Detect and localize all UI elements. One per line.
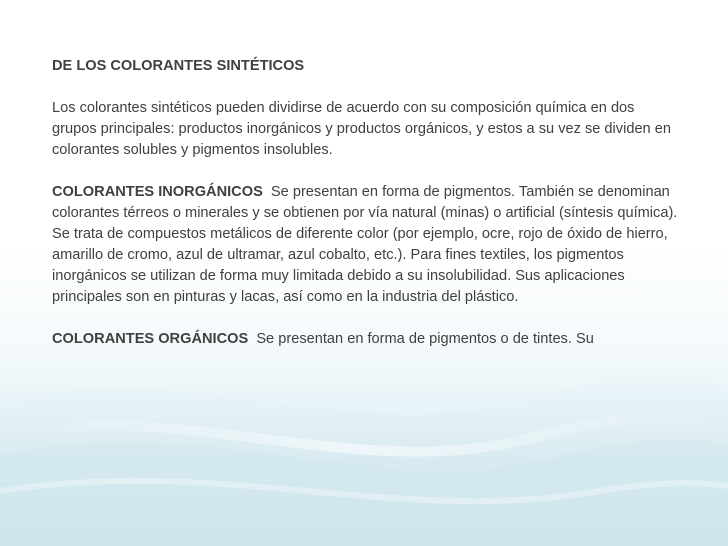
organic-text: Se presentan en forma de pigmentos o de tintes. Su xyxy=(256,331,594,347)
intro-paragraph: Los colorantes sintéticos pueden dividirse de acuerdo con su composición química en dos grupos principales: productos inorgánicos y productos orgánicos, y estos a su vez se dividen en colorantes solubles y pigmentos insolubles. xyxy=(52,100,671,158)
organic-paragraph xyxy=(52,329,682,350)
inorganic-heading: COLORANTES INORGÁNICOS xyxy=(52,184,263,200)
inorganic-paragraph xyxy=(52,182,682,308)
slide-title: DE LOS COLORANTES SINTÉTICOS xyxy=(52,58,305,74)
inorganic-text: Se presentan en forma de pigmentos. También se denominan colorantes térreos o minerales y se obtienen por vía natural (minas) o artificial (síntesis química). Se trata de compuestos metálicos de diferente color (por ejemplo, ocre, rojo de óxido de hierro, amarillo de cromo, azul de ultramar, azul cobalto, etc.). Para fines textiles, los pigmentos inorgánicos se utilizan de forma muy limitada debido a su insolubilidad. Sus aplicaciones principales son en pinturas y lacas, así como en la industria del plástico. xyxy=(52,184,678,305)
organic-heading: COLORANTES ORGÁNICOS xyxy=(52,331,249,347)
slide-body xyxy=(52,56,682,371)
